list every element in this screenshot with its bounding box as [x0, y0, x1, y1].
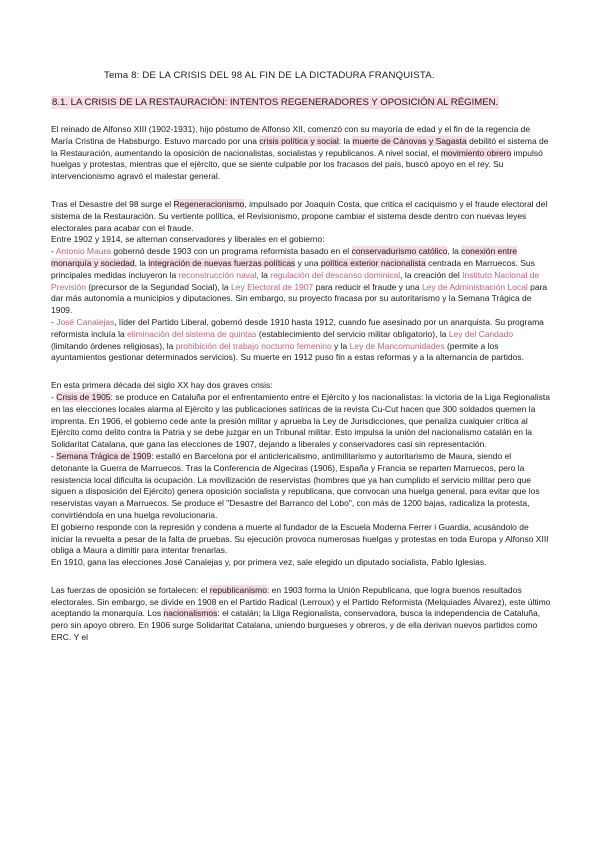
document-body — [51, 124, 551, 644]
highlight-crisis: crisis política y social — [259, 135, 339, 146]
highlight-republicanismo: republicanismo — [209, 584, 267, 595]
paragraph-represion: El gobierno responde con la represión y condena a muerte al fundador de la Escuela Moderna Ferrer i Guardia, acusándolo de iniciar la revuelta a pesar de la falta de pruebas. Su ejecución provoca numerosas huelgas y protestas en toda Europa y Alfonso XIII obliga a Maura a dimitir para intentar frenarlas. — [51, 521, 549, 556]
highlight-regeneracionismo: Regeneracionismo — [173, 198, 245, 209]
paragraph-dos-crisis: En esta primera década del siglo XX hay dos graves crisis: — [51, 380, 273, 391]
highlight-antonio-maura: Antonio Maura — [55, 246, 112, 257]
paragraph-alternancia: Entre 1902 y 1914, se alternan conservadores y liberales en el gobierno: — [51, 234, 325, 245]
paragraph-reinado: El reinado de Alfonso XIII (1902-1931), hijo póstumo de Alfonso XII, comenzó con su mayoría de edad y el fin de la regencia de María Cristina de Habsburgo. Estuvo marcado por una crisis política y social: la muerte de Cánovas y Sagasta debilitó el sistema de la Restauración, aumentando la oposición de nacionalistas, socialistas y republicanos. A nivel social, el movimiento obrero impulsó huelgas y protestas, mientras que el ejército, que se siente culpable por los fracasos del país, buscó apoyo en el rey. Su intervencionismo agravó el malestar general. — [51, 124, 549, 182]
paragraph-canalejas: - José Canalejas, líder del Partido Liberal, gobernó desde 1910 hasta 1912, cuando fue asesinado por un anarquista. Su programa reformista incluía la eliminación del sistema de quintas (establecimiento del servicio militar obligatorio), la Ley del Candado (limitando órdenes religiosas), la prohibición del trabajo nocturno femenino y la Ley de Mancomunidades (permite a los ayuntamientos gestionar determinados servicios). Su muerte en 1912 puso fin a estas reformas y a la alternancia de partidos. — [51, 316, 544, 363]
section-heading-text: 8.1. LA CRISIS DE LA RESTAURACIÓN: INTENTOS REGENERADORES Y OPOSICIÓN AL RÉGIMEN. — [52, 97, 499, 108]
highlight-crisis-1905: Crisis de 1905 — [56, 391, 111, 402]
highlight-jose-canalejas: José Canalejas — [56, 316, 115, 327]
paragraph-oposicion: Las fuerzas de oposición se fortalecen: el republicanismo: en 1903 forma la Unión Republicana, que logra buenos resultados electorales. Sin embargo, se divide en 1908 en el Partido Radical (Lerroux) y el Partido Reformista (Melquiades Álvarez), este último aceptando la monarquía. Los nacionalismos: el catalán; la Lliga Regionalista, conservadora, busca la independencia de Cataluña, pero sin apoyo obrero. En 1906 surge Solidaritat Catalana, uniendo burgueses y obreros, y de ella derivan nuevos partidos como ERC. Y el — [51, 584, 551, 643]
paragraph-elecciones-1910: En 1910, gana las elecciones José Canalejas y, por primera vez, sale elegido un diputado socialista, Pablo Iglesias. — [51, 557, 487, 568]
paragraph-maura: - Antonio Maura gobernó desde 1903 con un programa reformista basado en el conservadurismo católico, la conexión entre monarquía y sociedad, la integración de nuevas fuerzas políticas y una política exterior nacionalista centrada en Marruecos. Sus principales medidas incluyeron la reconstrucción naval, la regulación del descanso dominical, la creación del Instituto Nacional de Previsión (precursor de la Seguridad Social), la Ley Electoral de 1907 para reducir el fraude y una Ley de Administración Local para dar más autonomía a municipios y diputaciones. Sin embargo, su proyecto fracasa por su autoritarismo y la Semana Trágica de 1909. — [51, 246, 548, 316]
highlight-movimiento: movimiento obrero — [440, 147, 512, 158]
section-heading — [51, 97, 499, 108]
highlight-nacionalismos: nacionalismos — [163, 608, 218, 619]
paragraph-regeneracionismo: Tras el Desastre del 98 surge el Regeneracionismo, impulsado por Joaquín Costa, que critica el caciquismo y el fraude electoral del sistema de la Restauración. Su vertiente política, el Revisionismo, propone cambiar el sistema desde dentro con nuevas leyes electorales para acabar con el fraude. — [51, 198, 548, 233]
highlight-semana-tragica: Semana Trágica de 1909 — [56, 450, 152, 461]
document-title: Tema 8: DE LA CRISIS DEL 98 AL FIN DE LA DICTADURA FRANQUISTA. — [104, 70, 435, 81]
highlight-muerte: muerte de Cánovas y Sagasta — [352, 135, 467, 146]
paragraph-semana-tragica: - Semana Trágica de 1909: estalló en Barcelona por el anticlericalismo, antimilitarismo y autoritarismo de Maura, siendo el detonante la Guerra de Marruecos. Tras la Conferencia de Algeciras (1906), España y Francia se reparten Marruecos, pero la resistencia local dificulta la ocupación. La movilización de reservistas (hombres que ya han cumplido el servicio militar pero que siguen a disposición del Ejército) genera oposición socialista y republicana, que convocan una huelga general, para evitar que los reservistas vayan a Marruecos. Se produce el "Desastre del Barranco del Lobo", con más de 1200 bajas, radicaliza la protesta, convirtiéndola en una huelga revolucionaria. — [51, 450, 540, 520]
paragraph-crisis-1905: - Crisis de 1905: se produce en Cataluña por el enfrentamiento entre el Ejército y los nacionalistas: la victoria de la Liga Regionalista en las elecciones locales alarma al Ejército y las publicaciones satíricas de la revista Cu-Cut hacen que 300 soldados quemen la imprenta. En 1906, el gobierno cede ante la presión militar y aprueba la Ley de Jurisdicciones, que penaliza cualquier crítica al Ejército como delito contra la Patria y se debe juzgar en un Tribunal militar. Esto impulsa la unión del nacionalismo catalán en la Solidaritat Catalana, que gana las elecciones de 1907, dejando a liberales y conservadores casi sin representación. — [51, 391, 550, 450]
